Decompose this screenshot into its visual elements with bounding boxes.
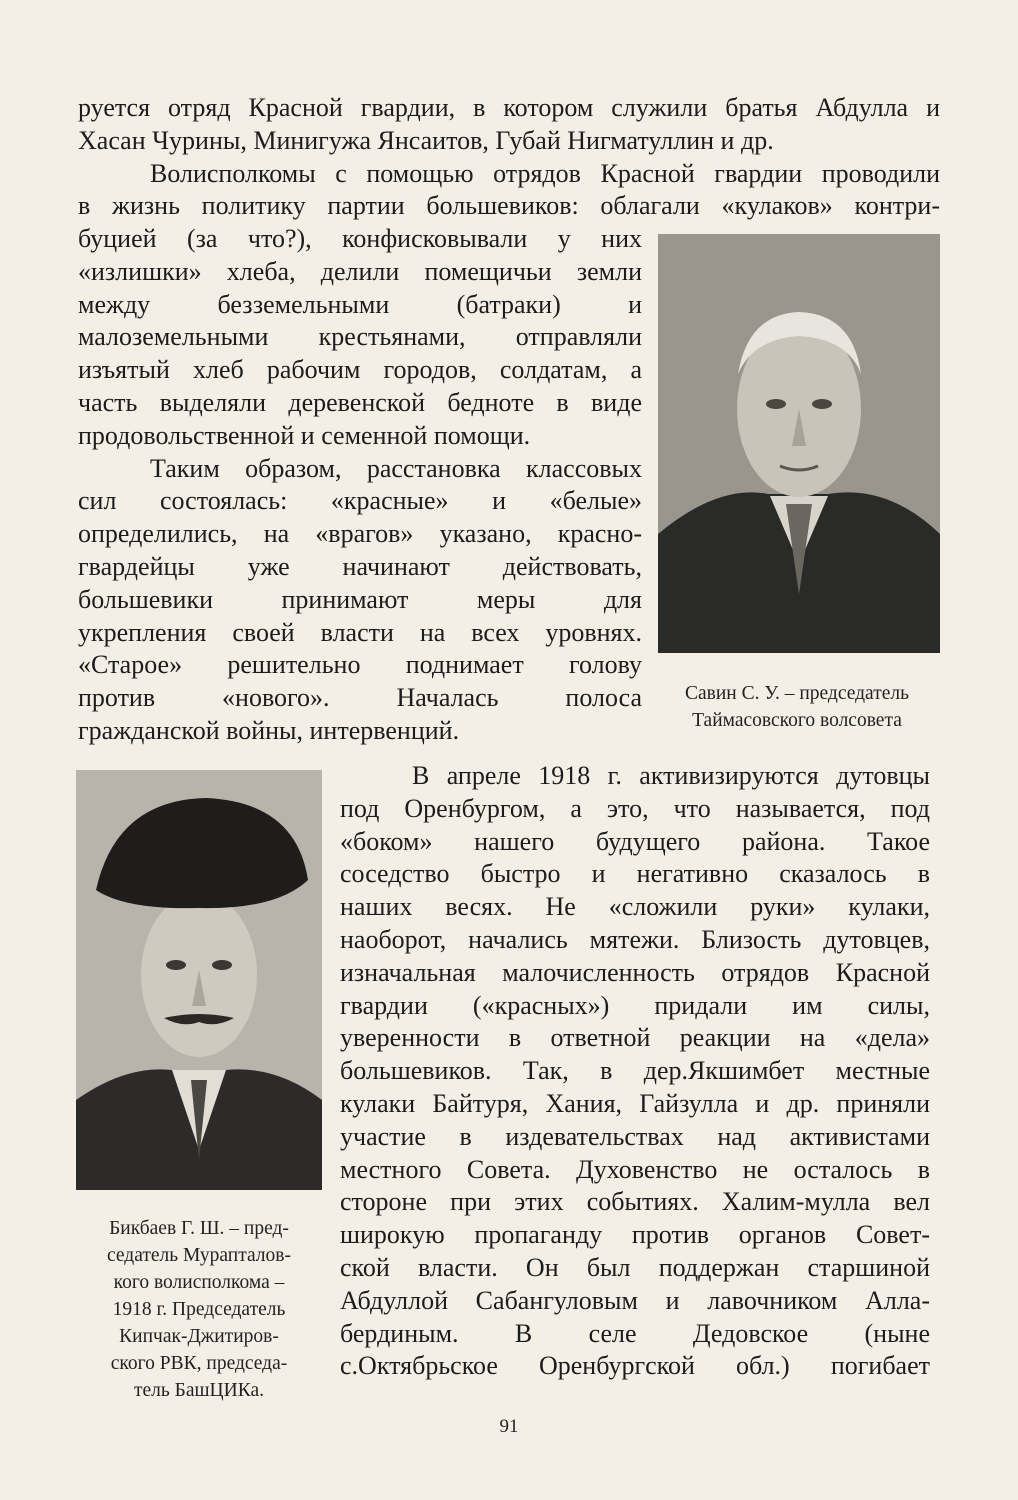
portrait-photo-bikbaev bbox=[76, 770, 322, 1190]
text-line: Таким образом, расстановка классовых bbox=[150, 453, 642, 483]
text-line: гвардии («красных») придали им силы, bbox=[340, 990, 930, 1020]
caption-line: тель БашЦИКа. bbox=[134, 1380, 264, 1401]
caption-line: 1918 г. Председатель bbox=[112, 1299, 286, 1320]
text-line: «боком» нашего будущего района. Такое bbox=[340, 826, 930, 856]
text-line: малоземельными крестьянами, отправляли bbox=[78, 322, 642, 352]
page-number: 91 bbox=[499, 1416, 519, 1437]
text-line: между безземельными (батраки) и bbox=[78, 289, 642, 319]
text-line: «излишки» хлеба, делили помещичьи земли bbox=[78, 256, 642, 286]
text-line: Волисполкомы с помощью отрядов Красной гвардии проводили bbox=[150, 158, 940, 188]
text-line: участие в издевательствах над активистами bbox=[340, 1121, 930, 1151]
text-line: большевики принимают меры для bbox=[78, 584, 642, 614]
caption-bikbaev bbox=[70, 1215, 328, 1404]
text-line: сил состоялась: «красные» и «белые» bbox=[78, 486, 642, 516]
caption-line: ского РВК, председа- bbox=[110, 1353, 288, 1374]
text-line: наоборот, начались мятежи. Близость дутовцев, bbox=[340, 924, 930, 954]
text-line: большевиков. Так, в дер.Якшимбет местные bbox=[340, 1056, 930, 1086]
portrait-savin-drawing bbox=[658, 234, 940, 653]
caption-line: седатель Мурапталов- bbox=[107, 1245, 291, 1266]
text-line: ской власти. Он был поддержан старшиной bbox=[340, 1252, 930, 1282]
body-text-top bbox=[78, 92, 940, 223]
text-line: гвардейцы уже начинают действовать, bbox=[78, 551, 642, 581]
text-line: изначальная малочисленность отрядов Красной bbox=[340, 957, 930, 987]
text-line: гражданской войны, интервенций. bbox=[78, 715, 460, 745]
text-line: соседство быстро и негативно сказалось в bbox=[340, 859, 930, 889]
body-text-left-column bbox=[78, 223, 642, 748]
text-line: буцией (за что?), конфисковывали у них bbox=[78, 224, 642, 253]
text-line: с.Октябрьское Оренбургской обл.) погибает bbox=[340, 1351, 930, 1381]
text-line: «Старое» решительно поднимает голову bbox=[78, 650, 642, 680]
caption-line: Таймасовского волсовета bbox=[692, 710, 902, 731]
caption-line: Бикбаев Г. Ш. – пред- bbox=[109, 1218, 289, 1239]
text-line: под Оренбургом, а это, что называется, под bbox=[340, 793, 930, 823]
portrait-photo-savin bbox=[658, 234, 940, 653]
text-line: изъятый хлеб рабочим городов, солдатам, а bbox=[78, 355, 642, 385]
text-line: в жизнь политику партии большевиков: облагали «кулаков» контри- bbox=[78, 191, 940, 221]
text-line: кулаки Байтуря, Хания, Гайзулла и др. приняли bbox=[340, 1088, 930, 1118]
text-line: руется отряд Красной гвардии, в котором служили братья Абдулла и bbox=[78, 93, 940, 122]
text-line: В апреле 1918 г. активизируются дутовцы bbox=[412, 761, 930, 790]
text-line: определились, на «врагов» указано, красно- bbox=[78, 519, 642, 549]
text-line: бердиным. В селе Дедовское (ныне bbox=[340, 1318, 930, 1348]
text-line: широкую пропаганду против органов Совет- bbox=[340, 1220, 930, 1250]
text-line: Хасан Чурины, Минигужа Янсаитов, Губай Нигматуллин и др. bbox=[78, 125, 774, 155]
caption-line: Савин С. У. – председатель bbox=[684, 683, 910, 704]
caption-line: Кипчак-Джитиров- bbox=[119, 1326, 279, 1347]
text-line: укрепления своей власти на всех уровнях. bbox=[78, 617, 642, 647]
text-line: Абдуллой Сабангуловым и лавочником Алла- bbox=[340, 1285, 930, 1315]
body-text-right-column bbox=[340, 760, 930, 1383]
text-line: наших весях. Не «сложили руки» кулаки, bbox=[340, 892, 930, 922]
text-line: стороне при этих событиях. Халим-мулла вел bbox=[340, 1187, 930, 1217]
text-line: часть выделяли деревенской бедноте в виде bbox=[78, 387, 642, 417]
text-line: местного Совета. Духовенство не осталось в bbox=[340, 1154, 930, 1184]
caption-line: кого волисполкома – bbox=[113, 1272, 285, 1293]
text-line: против «нового». Началась полоса bbox=[78, 683, 642, 713]
portrait-bikbaev-drawing bbox=[76, 770, 322, 1190]
text-line: уверенности в ответной реакции на «дела» bbox=[340, 1023, 930, 1053]
text-line: продовольственной и семенной помощи. bbox=[78, 420, 531, 450]
caption-savin bbox=[652, 680, 942, 734]
